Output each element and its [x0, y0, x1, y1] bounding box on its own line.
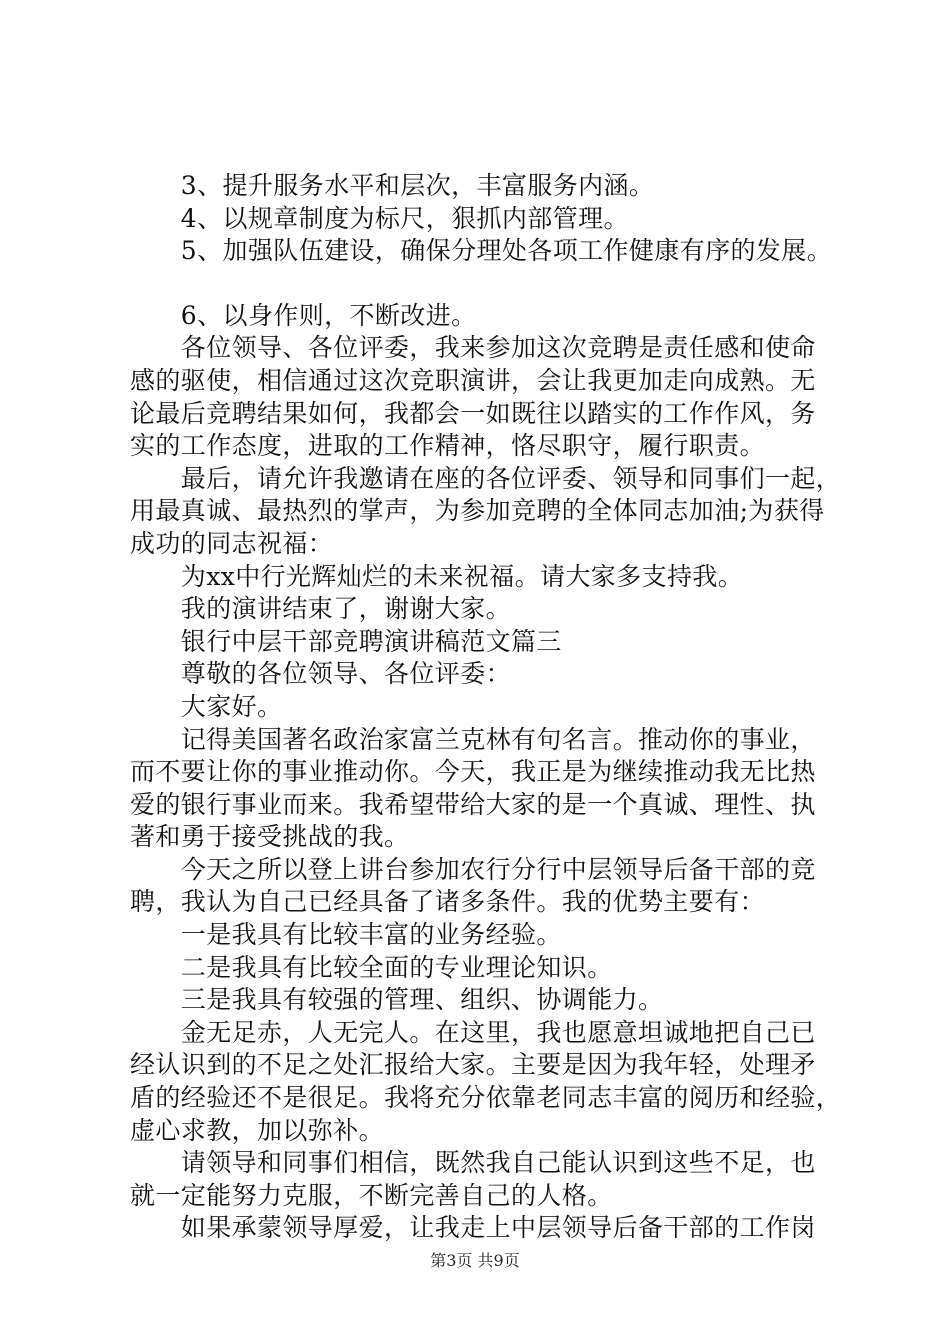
- paragraph-gap: [130, 268, 830, 300]
- paragraph-line: 如果承蒙领导厚爱，让我走上中层领导后备干部的工作岗: [130, 1213, 816, 1243]
- paragraph-line: 感的驱使，相信通过这次竞职演讲，会让我更加走向成熟。无: [130, 365, 816, 395]
- section-heading: 银行中层干部竞聘演讲稿范文篇三: [130, 626, 562, 656]
- paragraph-line: 5、加强队伍建设，确保分理处各项工作健康有序的发展。: [130, 236, 833, 266]
- paragraph-line: 爱的银行事业而来。我希望带给大家的是一个真诚、理性、执: [130, 789, 816, 819]
- paragraph-line: 请领导和同事们相信，既然我自己能认识到这些不足，也: [130, 1148, 816, 1178]
- paragraph-line: 盾的经验还不是很足。我将充分依靠老同志丰富的阅历和经验，: [130, 1083, 842, 1113]
- paragraph-line: 记得美国著名政治家富兰克林有句名言。推动你的事业，: [130, 724, 816, 754]
- paragraph-line: 6、以身作则，不断改进。: [130, 300, 477, 330]
- paragraph-line: 大家好。: [130, 691, 283, 721]
- paragraph-line: 论最后竞聘结果如何，我都会一如既往以踏实的工作作风，务: [130, 398, 816, 428]
- paragraph-line: 4、以规章制度为标尺，狠抓内部管理。: [130, 203, 629, 233]
- paragraph-line: 成功的同志祝福：: [130, 528, 334, 558]
- paragraph-line: 实的工作态度，进取的工作精神，恪尽职守，履行职责。: [130, 431, 766, 461]
- paragraph-line: 我的演讲结束了，谢谢大家。: [130, 594, 512, 624]
- paragraph-line: 而不要让你的事业推动你。今天，我正是为继续推动我无比热: [130, 757, 816, 787]
- paragraph-line: 各位领导、各位评委，我来参加这次竞聘是责任感和使命: [130, 333, 816, 363]
- paragraph-line: 金无足赤，人无完人。在这里，我也愿意坦诚地把自己已: [130, 1017, 816, 1047]
- paragraph-line: 二是我具有比较全面的专业理论知识。: [130, 952, 613, 982]
- paragraph-line: 聘，我认为自己已经具备了诸多条件。我的优势主要有：: [130, 887, 766, 917]
- paragraph-line: 3、提升服务水平和层次，丰富服务内涵。: [130, 171, 655, 200]
- paragraph-line: 著和勇于接受挑战的我。: [130, 822, 410, 852]
- paragraph-line: 经认识到的不足之处汇报给大家。主要是因为我年轻，处理矛: [130, 1050, 816, 1080]
- paragraph-line: 最后，请允许我邀请在座的各位评委、领导和同事们一起，: [130, 463, 842, 493]
- paragraph-line: 今天之所以登上讲台参加农行分行中层领导后备干部的竞: [130, 854, 816, 884]
- paragraph-line: 尊敬的各位领导、各位评委：: [130, 659, 512, 689]
- paragraph-line: 用最真诚、最热烈的掌声，为参加竞聘的全体同志加油;为获得: [130, 496, 825, 526]
- paragraph-line: 虚心求教，加以弥补。: [130, 1115, 385, 1145]
- paragraph-line: 为xx中行光辉灿烂的未来祝福。请大家多支持我。: [130, 561, 744, 591]
- document-body: [130, 170, 842, 1245]
- page-number: 第3页 共9页: [430, 1251, 520, 1270]
- paragraph-line: 就一定能努力克服，不断完善自己的人格。: [130, 1180, 613, 1210]
- paragraph-line: 一是我具有比较丰富的业务经验。: [130, 920, 562, 950]
- paragraph-line: 三是我具有较强的管理、组织、协调能力。: [130, 985, 664, 1015]
